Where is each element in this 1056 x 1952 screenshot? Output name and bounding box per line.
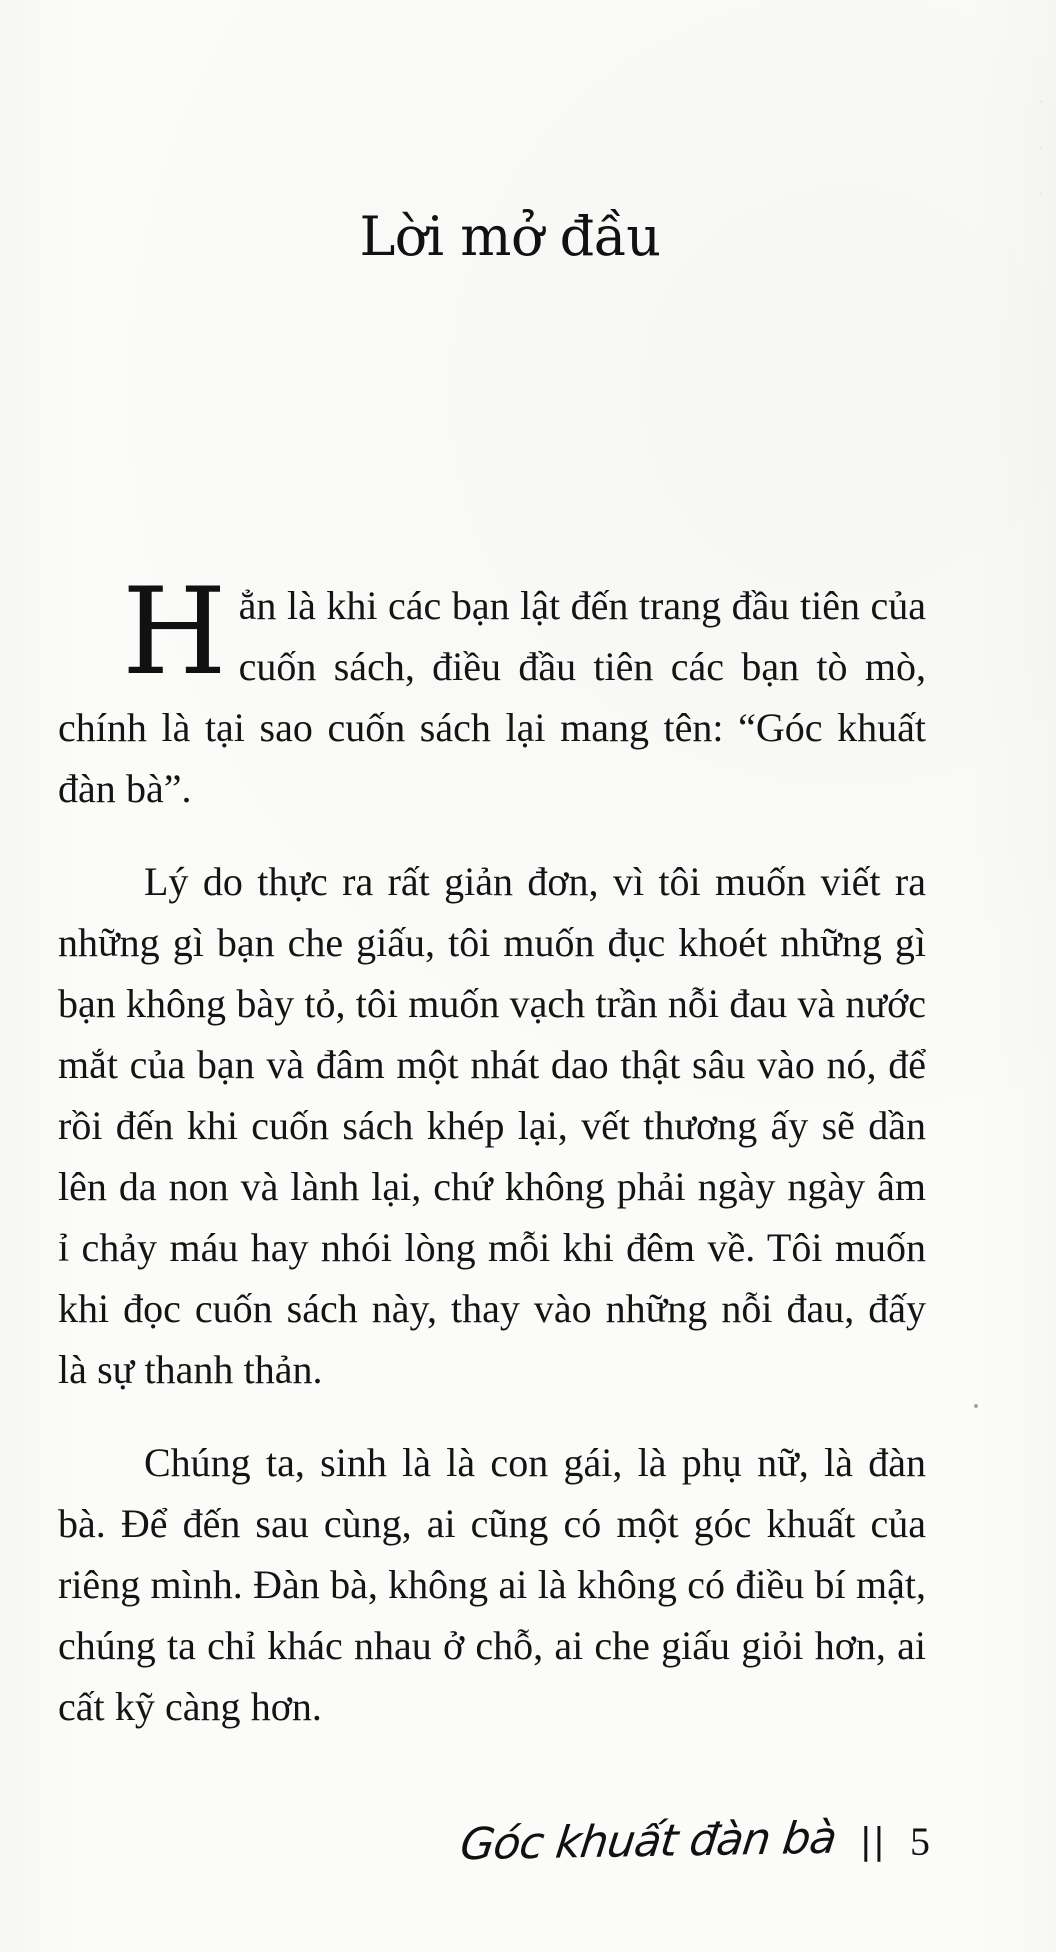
opening-paragraph-text: ẳn là khi các bạn lật đến trang đầu tiên của cuốn sách, điều đầu tiên các bạn tò mò, chính là tại sao cuốn sách lại mang tên: “Góc khuất đàn bà”. (58, 583, 926, 811)
bleed-through-text (1038, 174, 1045, 200)
bleed-through-text (1038, 128, 1045, 154)
page-number: 5 (910, 1819, 930, 1864)
page-content (58, 563, 926, 1769)
chapter-title: Lời mở đầu (359, 205, 661, 268)
body-paragraph: Chúng ta, sinh là là con gái, là phụ nữ, là đàn bà. Để đến sau cùng, ai cũng có một góc khuất của riêng mình. Đàn bà, không ai là không có điều bí mật, chúng ta chỉ khác nhau ở chỗ, ai che giấu giỏi hơn, ai cất kỹ càng hơn. (58, 1440, 926, 1729)
paper-speck (974, 1404, 978, 1408)
book-title: Góc khuất đàn bà (457, 1812, 840, 1871)
drop-cap: H (122, 563, 227, 702)
body-paragraph: Lý do thực ra rất giản đơn, vì tôi muốn viết ra những gì bạn che giấu, tôi muốn đục khoét những gì bạn không bày tỏ, tôi muốn vạch trần nỗi đau và nước mắt của bạn và đâm một nhát dao thật sâu vào nó, để rồi đến khi cuốn sách khép lại, vết thương ấy sẽ dần lên da non và lành lại, chứ không phải ngày ngày âm ỉ chảy máu hay nhói lòng mỗi khi đêm về. Tôi muốn khi đọc cuốn sách này, thay vào những nỗi đau, đấy là sự thanh thản. (58, 859, 926, 1392)
opening-paragraph (58, 563, 926, 819)
footer-separator: || (859, 1821, 886, 1862)
page-footer (457, 1812, 930, 1871)
bleed-through-text (1038, 82, 1045, 108)
